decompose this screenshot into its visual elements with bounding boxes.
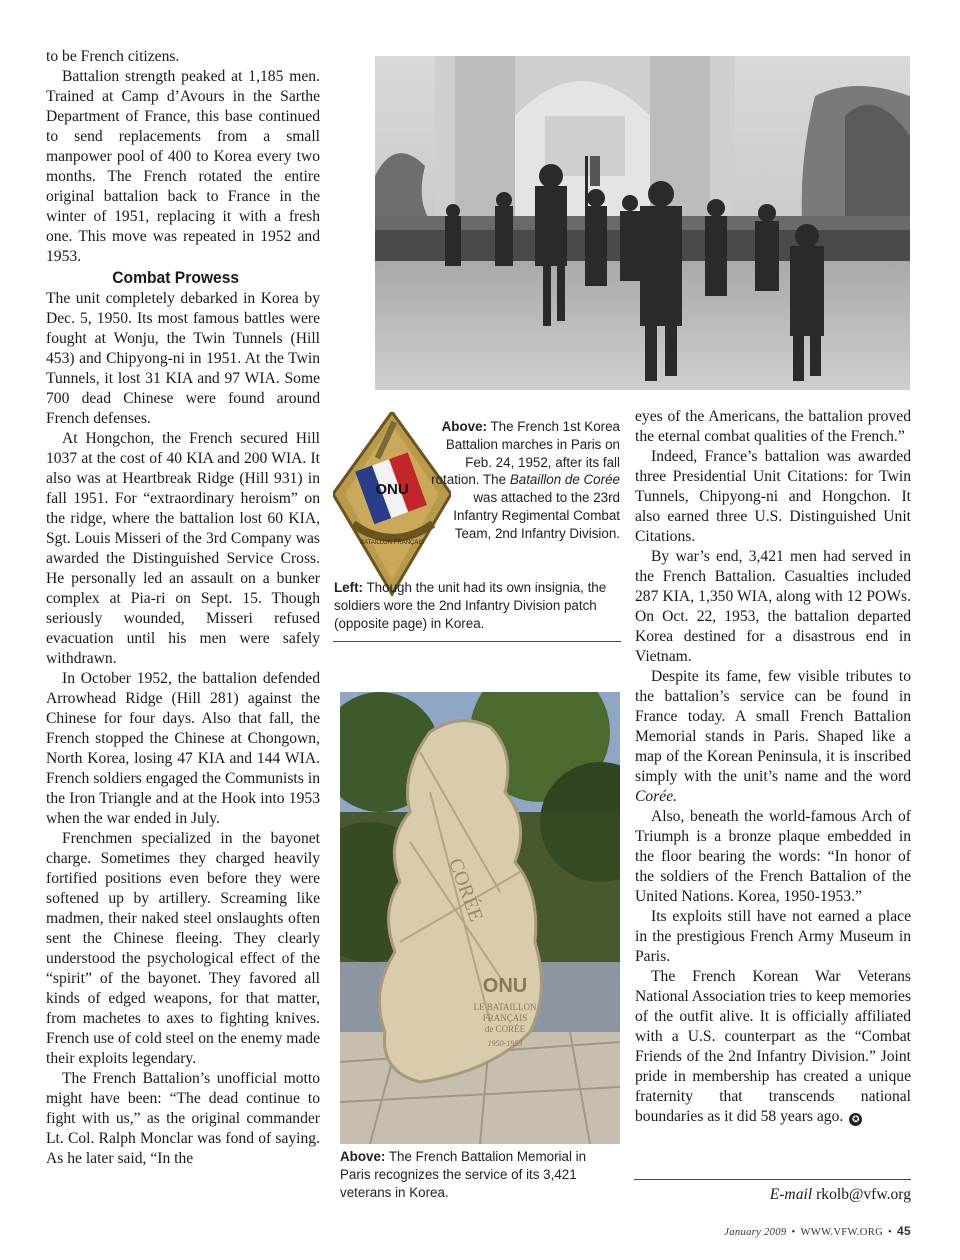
paragraph-text: The French Korean War Veterans National Association tries to keep memories of the outfit alive. It is officially affiliated with a U.S. counterpart as the “Combat Friends of the 2nd Infantry Division.” Joint pride in membership has created a unique fraternity that transcends national boundaries as it did 58 years ago. [635,968,911,1125]
article-column-left [46,47,320,1169]
insignia-onu-text: ONU [375,481,409,498]
caption-text: The French Battalion Memorial in Paris recognizes the service of its 3,421 veterans in Korea. [340,1149,587,1200]
paragraph: The French Battalion’s unofficial motto might have been: “The dead continue to fight with us,” as the original commander Lt. Col. Ralph Monclar was fond of saying. As he later said, “In the [46,1070,320,1167]
memorial-coree-word: CORÉE [444,855,488,925]
caption-italic: Bataillon de Corée [509,472,620,488]
paragraph: Its exploits still have not earned a place in the prestigious French Army Museum in Paris. [635,908,911,965]
memorial-caption [340,1148,620,1201]
page-footer [600,1224,911,1238]
paragraph: Indeed, France’s battalion was awarded three Presidential Unit Citations: for Twin Tunnels, Chipyong-ni and Hongchon. It also earned three U.S. Distinguished Unit Citations. [635,448,911,545]
memorial-photo [340,692,620,1144]
footer-site[interactable]: WWW.VFW.ORG [800,1227,884,1238]
email-label: E-mail [769,1186,813,1203]
end-mark-icon: ✪ [849,1113,862,1126]
memorial-inscription-line: LE BATAILLON [473,1002,537,1012]
email-divider [634,1179,911,1180]
paragraph: At Hongchon, the French secured Hill 1037 at the cost of 40 KIA and 200 WIA. It also was at Heartbreak Ridge (Hill 931) in fall 1951. For “extraordinary heroism” on the ridge, where the battalion lost 60 KIA, Sgt. Louis Misseri of the 3rd Company was awarded the Distinguished Service Cross. He personally led an assault on a bunker complex at Pia-ri on Sept. 15. Though seriously wounded, Misseri refused evacuation until his men were safely withdrawn. [46,430,320,667]
page-number: 45 [897,1224,911,1238]
caption-lead: Left: [334,580,364,595]
footer-date: January 2009 [724,1227,787,1238]
paragraph: Frenchmen specialized in the bayonet charge. Sometimes they charged heavily fortified positions even before they were softened up by artillery. Screaming like madmen, their naked steel onslaughts often sent the Chinese fleeing. They clearly understood the psychological effect of the “spirit” of the bayonet. They favored all kinds of edged weapons, for that matter, from machetes to axes to fighting knives. French use of cold steel on the enemy made their exploits legendary. [46,830,320,1067]
footer-separator: • [888,1227,893,1238]
parade-caption [425,418,620,543]
paragraph: Also, beneath the world-famous Arch of Triumph is a bronze plaque embedded in the floor bearing the words: “In honor of the soldiers of the French Battalion of the United Nations. Korea, 1950-1953.” [635,808,911,905]
article-column-right [635,407,911,1127]
paragraph [635,667,911,807]
paragraph: eyes of the Americans, the battalion proved the eternal combat qualities of the French.” [635,408,911,445]
footer-separator: • [791,1227,796,1238]
paragraph: Battalion strength peaked at 1,185 men. Trained at Camp d’Avours in the Sarthe Department of France, this base continued to send replacements from a small manpower pool of 400 to Korea every two months. The French rotated the entire original battalion back to France in the winter of 1951, replacing it with a fresh one. This move was repeated in 1952 and 1953. [46,68,320,265]
paragraph: The unit completely debarked in Korea by Dec. 5, 1950. Its most famous battles were fought at Wonju, the Twin Tunnels (Hill 453) and Chipyong-ni in 1951. At the Twin Tunnels, it lost 31 KIA and 97 WIA. Some 700 dead Chinese were found around French defenses. [46,290,320,427]
memorial-inscription-line: de CORÉE [484,1024,526,1034]
memorial-inscription-line: FRANÇAIS [482,1013,528,1023]
caption-text: Though the unit had its own insignia, the soldiers wore the 2nd Infantry Division patch (opposite page) in Korea. [334,580,607,631]
caption-lead: Above: [340,1149,386,1164]
paragraph: By war’s end, 3,421 men had served in the French Battalion. Casualties included 287 KIA, 1,350 WIA, along with 12 POWs. On Oct. 22, 1953, the battalion departed Korea destined for a disastrous end in Vietnam. [635,548,911,665]
paragraph-italic: Corée. [635,788,678,805]
memorial-onu-text: ONU [482,975,528,997]
email-address[interactable]: rkolb@vfw.org [816,1186,911,1203]
insignia-caption [334,579,622,632]
author-email [634,1186,911,1204]
section-subhead: Combat Prowess [112,268,240,287]
caption-text: The French 1st Korea Battalion marches in Paris on Feb. 24, 1952, after its fall rotation. The [431,419,620,488]
paragraph [635,967,911,1127]
insignia-ribbon-text: BATAILLON FRANÇAIS [359,540,425,546]
caption-divider [333,641,621,642]
memorial-inscription-years: 1950-1953 [487,1039,523,1048]
caption-text: was attached to the 23rd Infantry Regimental Combat Team, 2nd Infantry Division. [453,490,620,541]
paragraph: to be French citizens. [46,48,180,65]
paragraph: In October 1952, the battalion defended Arrowhead Ridge (Hill 281) against the Chinese for four days. Also that fall, the French stopped the Chinese at Chongown, North Korea, losing 47 KIA and 144 WIA. French soldiers engaged the Communists in the Iron Triangle and at the Hook into 1953 when the war ended in July. [46,670,320,827]
caption-lead: Above: [441,419,488,434]
paragraph-text: Despite its fame, few visible tributes to the battalion’s service can be found in France today. A small French Battalion Memorial stands in Paris. Shaped like a map of the Korean Peninsula, it is inscribed simply with the unit’s name and the word [635,668,911,785]
parade-photo [375,56,910,390]
